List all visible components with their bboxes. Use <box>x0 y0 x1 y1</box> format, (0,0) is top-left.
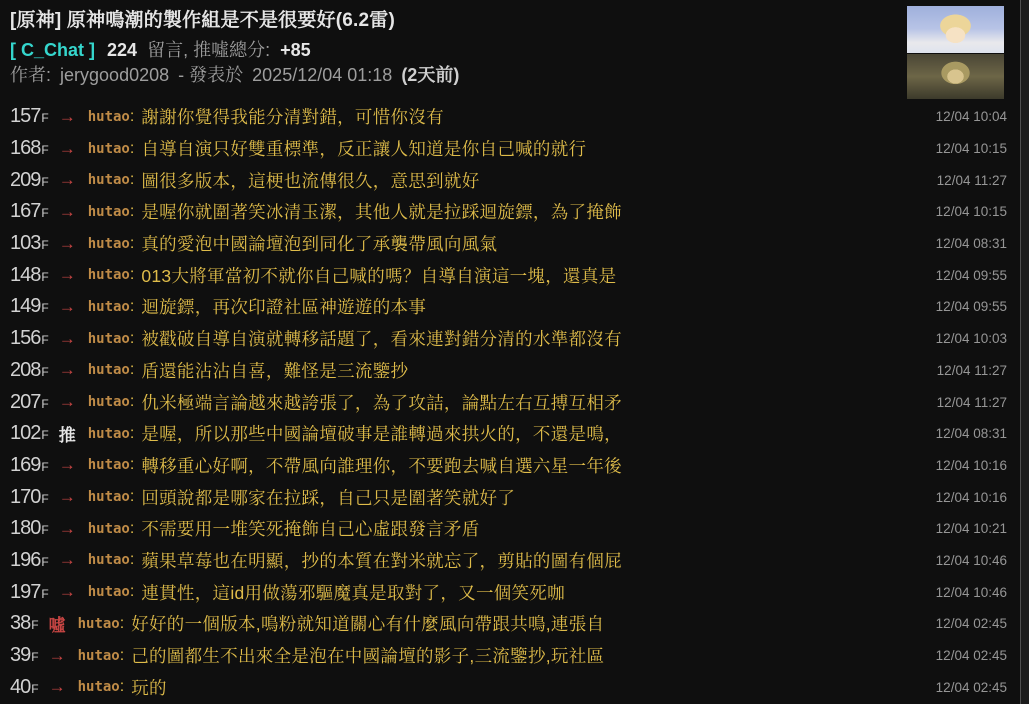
comment-row <box>0 323 1020 355</box>
comment-text: 連貫性，這id用做蕩邪驅魔真是取對了，又一個笑死咖 <box>141 582 565 603</box>
comment-colon: : <box>129 551 135 569</box>
floor-number: 40F <box>10 675 39 698</box>
comment-timestamp: 12/04 11:27 <box>936 172 1007 188</box>
comment-row <box>0 164 1020 196</box>
comment-row <box>0 196 1020 228</box>
comment-text: 自導自演只好雙重標準，反正讓人知道是你自己喊的就行 <box>141 139 587 160</box>
push-tag-icon: → <box>58 296 76 316</box>
comment-row <box>0 228 1020 260</box>
thumbnail-image-bottom <box>907 54 1004 100</box>
comment-text: 蘋果草莓也在明顯，抄的本質在對米就忘了，剪貼的圖有個屁 <box>141 550 622 571</box>
post-header <box>0 0 1020 87</box>
author-label: 作者: <box>10 65 52 85</box>
comment-row <box>0 133 1020 165</box>
comment-timestamp: 12/04 10:03 <box>935 331 1007 347</box>
floor-number: 39F <box>10 644 39 667</box>
comment-colon: : <box>119 646 125 664</box>
comment-text: 迴旋鏢，再次印證社區神遊遊的本事 <box>141 297 427 318</box>
commenter-name[interactable]: hutao <box>87 457 130 474</box>
comment-timestamp: 12/04 02:45 <box>935 648 1007 664</box>
push-tag-icon: → <box>58 392 76 412</box>
board-name[interactable]: [ C_Chat ] <box>10 40 95 60</box>
comment-row <box>0 259 1020 291</box>
scrollbar-track[interactable] <box>1021 0 1029 704</box>
comment-timestamp: 12/04 10:16 <box>935 489 1007 505</box>
commenter-name[interactable]: hutao <box>87 108 130 125</box>
comment-timestamp: 12/04 08:31 <box>935 236 1007 252</box>
comment-colon: : <box>129 519 135 537</box>
push-tag-icon: → <box>58 170 76 190</box>
comment-row <box>0 355 1020 387</box>
comment-timestamp: 12/04 10:21 <box>935 521 1007 537</box>
comment-timestamp: 12/04 09:55 <box>935 299 1007 315</box>
score-label: 留言, 推噓總分: <box>147 40 271 60</box>
comment-colon: : <box>119 678 125 696</box>
comment-timestamp: 12/04 08:31 <box>935 426 1007 442</box>
floor-number: 196F <box>10 548 49 571</box>
commenter-name[interactable]: hutao <box>87 330 130 347</box>
posted-label: - 發表於 <box>178 65 244 85</box>
commenter-name[interactable]: hutao <box>87 362 130 379</box>
comment-timestamp: 12/04 10:15 <box>935 204 1007 220</box>
comment-colon: : <box>129 424 135 442</box>
comment-timestamp: 12/04 10:15 <box>935 141 1007 157</box>
push-tag-icon: 推 <box>58 426 76 446</box>
commenter-name[interactable]: hutao <box>87 298 130 315</box>
comment-row <box>0 545 1020 577</box>
floor-number: 148F <box>10 263 49 286</box>
commenter-name[interactable]: hutao <box>87 425 130 442</box>
comment-timestamp: 12/04 09:55 <box>935 267 1007 283</box>
push-tag-icon: → <box>58 328 76 348</box>
comment-text: 是喔你就圍著笑冰清玉潔，其他人就是拉踩迴旋鏢，為了掩飾 <box>141 202 622 223</box>
comment-row <box>0 450 1020 482</box>
comment-timestamp: 12/04 10:46 <box>935 584 1007 600</box>
comment-timestamp: 12/04 02:45 <box>935 679 1007 695</box>
comment-text: 仇米極端言論越來越誇張了，為了攻詰，論點左右互搏互相矛 <box>141 392 622 413</box>
comment-text: 己的圖都生不出來全是泡在中國論壇的影子,三流鑒抄,玩社區 <box>131 646 605 667</box>
push-score: +85 <box>280 40 311 60</box>
comment-colon: : <box>129 202 135 220</box>
floor-number: 180F <box>10 517 49 540</box>
comment-text: 謝謝你覺得我能分清對錯，可惜你沒有 <box>141 107 444 128</box>
comment-colon: : <box>129 234 135 252</box>
comment-row <box>0 640 1020 672</box>
commenter-name[interactable]: hutao <box>87 489 130 506</box>
comment-text: 回頭說都是哪家在拉踩，自己只是圍著笑就好了 <box>141 487 516 508</box>
commenter-name[interactable]: hutao <box>87 172 130 189</box>
posted-datetime: 2025/12/04 01:18 <box>252 65 393 85</box>
push-tag-icon: → <box>58 233 76 253</box>
author-line <box>10 63 1020 87</box>
commenter-name[interactable]: hutao <box>87 552 130 569</box>
comment-colon: : <box>129 107 135 125</box>
comment-timestamp: 12/04 11:27 <box>936 394 1007 410</box>
push-tag-icon: → <box>58 138 76 158</box>
comment-colon: : <box>129 171 135 189</box>
comment-row <box>0 671 1020 703</box>
comment-timestamp: 12/04 10:46 <box>935 552 1007 568</box>
commenter-name[interactable]: hutao <box>87 140 130 157</box>
push-tag-icon: → <box>58 518 76 538</box>
comment-text: 盾還能沾沾自喜，難怪是三流鑒抄 <box>141 360 409 381</box>
post-meta <box>10 38 1020 63</box>
comment-colon: : <box>129 139 135 157</box>
commenter-name[interactable]: hutao <box>77 679 120 696</box>
floor-number: 38F <box>10 612 39 635</box>
floor-number: 208F <box>10 358 49 381</box>
comment-row <box>0 418 1020 450</box>
floor-number: 207F <box>10 390 49 413</box>
comment-colon: : <box>129 361 135 379</box>
comment-row <box>0 608 1020 640</box>
push-tag-icon: 噓 <box>48 616 66 636</box>
comment-colon: : <box>129 488 135 506</box>
floor-number: 157F <box>10 105 49 128</box>
comment-timestamp: 12/04 10:16 <box>935 457 1007 473</box>
floor-number: 167F <box>10 200 49 223</box>
commenter-name[interactable]: hutao <box>87 584 130 601</box>
comment-text: 玩的 <box>131 677 167 698</box>
floor-number: 168F <box>10 137 49 160</box>
comment-row <box>0 386 1020 418</box>
push-tag-icon: → <box>58 201 76 221</box>
comment-colon: : <box>129 297 135 315</box>
comment-row <box>0 513 1020 545</box>
push-tag-icon: → <box>58 106 76 126</box>
post-title: [原神] 原神鳴潮的製作組是不是很要好(6.2雷) <box>10 10 396 31</box>
comment-text: 真的愛泡中國論壇泡到同化了承襲帶風向風氣 <box>141 234 498 255</box>
comment-row <box>0 291 1020 323</box>
floor-number: 169F <box>10 453 49 476</box>
comment-colon: : <box>129 329 135 347</box>
comment-text: 被戳破自導自演就轉移話題了，看來連對錯分清的水準都沒有 <box>141 329 622 350</box>
post-thumbnail[interactable] <box>907 6 1004 99</box>
push-tag-icon: → <box>58 455 76 475</box>
comment-count: 224 <box>107 40 138 60</box>
commenter-name[interactable]: hutao <box>87 267 130 284</box>
floor-number: 102F <box>10 422 49 445</box>
comment-row <box>0 576 1020 608</box>
commenter-name[interactable]: hutao <box>87 203 130 220</box>
comment-colon: : <box>119 614 125 632</box>
floor-number: 170F <box>10 485 49 508</box>
comment-text: 圖很多版本，這梗也流傳很久，意思到就好 <box>141 170 480 191</box>
push-tag-icon: → <box>58 487 76 507</box>
comment-text: 轉移重心好啊，不帶風向誰理你，不要跑去喊自選六星一年後 <box>141 455 622 476</box>
comment-timestamp: 12/04 02:45 <box>935 616 1007 632</box>
comment-text: 好好的一個版本,鳴粉就知道關心有什麼風向帶跟共鳴,連張自 <box>131 614 605 635</box>
comment-text: 013大將軍當初不就你自己喊的嗎？自導自演這一塊，還真是 <box>141 265 617 286</box>
push-tag-icon: → <box>58 582 76 602</box>
comment-colon: : <box>129 393 135 411</box>
author-name[interactable]: jerygood0208 <box>60 65 170 85</box>
floor-number: 197F <box>10 580 49 603</box>
comment-colon: : <box>129 266 135 284</box>
push-tag-icon: → <box>58 360 76 380</box>
comment-text: 不需要用一堆笑死掩飾自己心虛跟發言矛盾 <box>141 519 480 540</box>
comment-row <box>0 481 1020 513</box>
comment-timestamp: 12/04 11:27 <box>936 362 1007 378</box>
comment-text: 是喔，所以那些中國論壇破事是誰轉過來拱火的，不還是鳴， <box>141 424 622 445</box>
commenter-name[interactable]: hutao <box>87 520 130 537</box>
comment-colon: : <box>129 456 135 474</box>
commenter-name[interactable]: hutao <box>77 647 120 664</box>
push-tag-icon: → <box>58 550 76 570</box>
push-tag-icon: → <box>48 677 66 697</box>
comment-colon: : <box>129 583 135 601</box>
comment-timestamp: 12/04 10:04 <box>935 109 1007 125</box>
comment-row <box>0 101 1020 133</box>
thumbnail-image-top <box>907 6 1004 53</box>
comment-list <box>0 101 1020 703</box>
floor-number: 209F <box>10 168 49 191</box>
push-tag-icon: → <box>58 265 76 285</box>
commenter-name[interactable]: hutao <box>87 235 130 252</box>
posted-relative-time: (2天前) <box>401 65 460 85</box>
floor-number: 103F <box>10 232 49 255</box>
commenter-name[interactable]: hutao <box>87 394 130 411</box>
push-tag-icon: → <box>48 645 66 665</box>
floor-number: 156F <box>10 327 49 350</box>
commenter-name[interactable]: hutao <box>77 615 120 632</box>
floor-number: 149F <box>10 295 49 318</box>
